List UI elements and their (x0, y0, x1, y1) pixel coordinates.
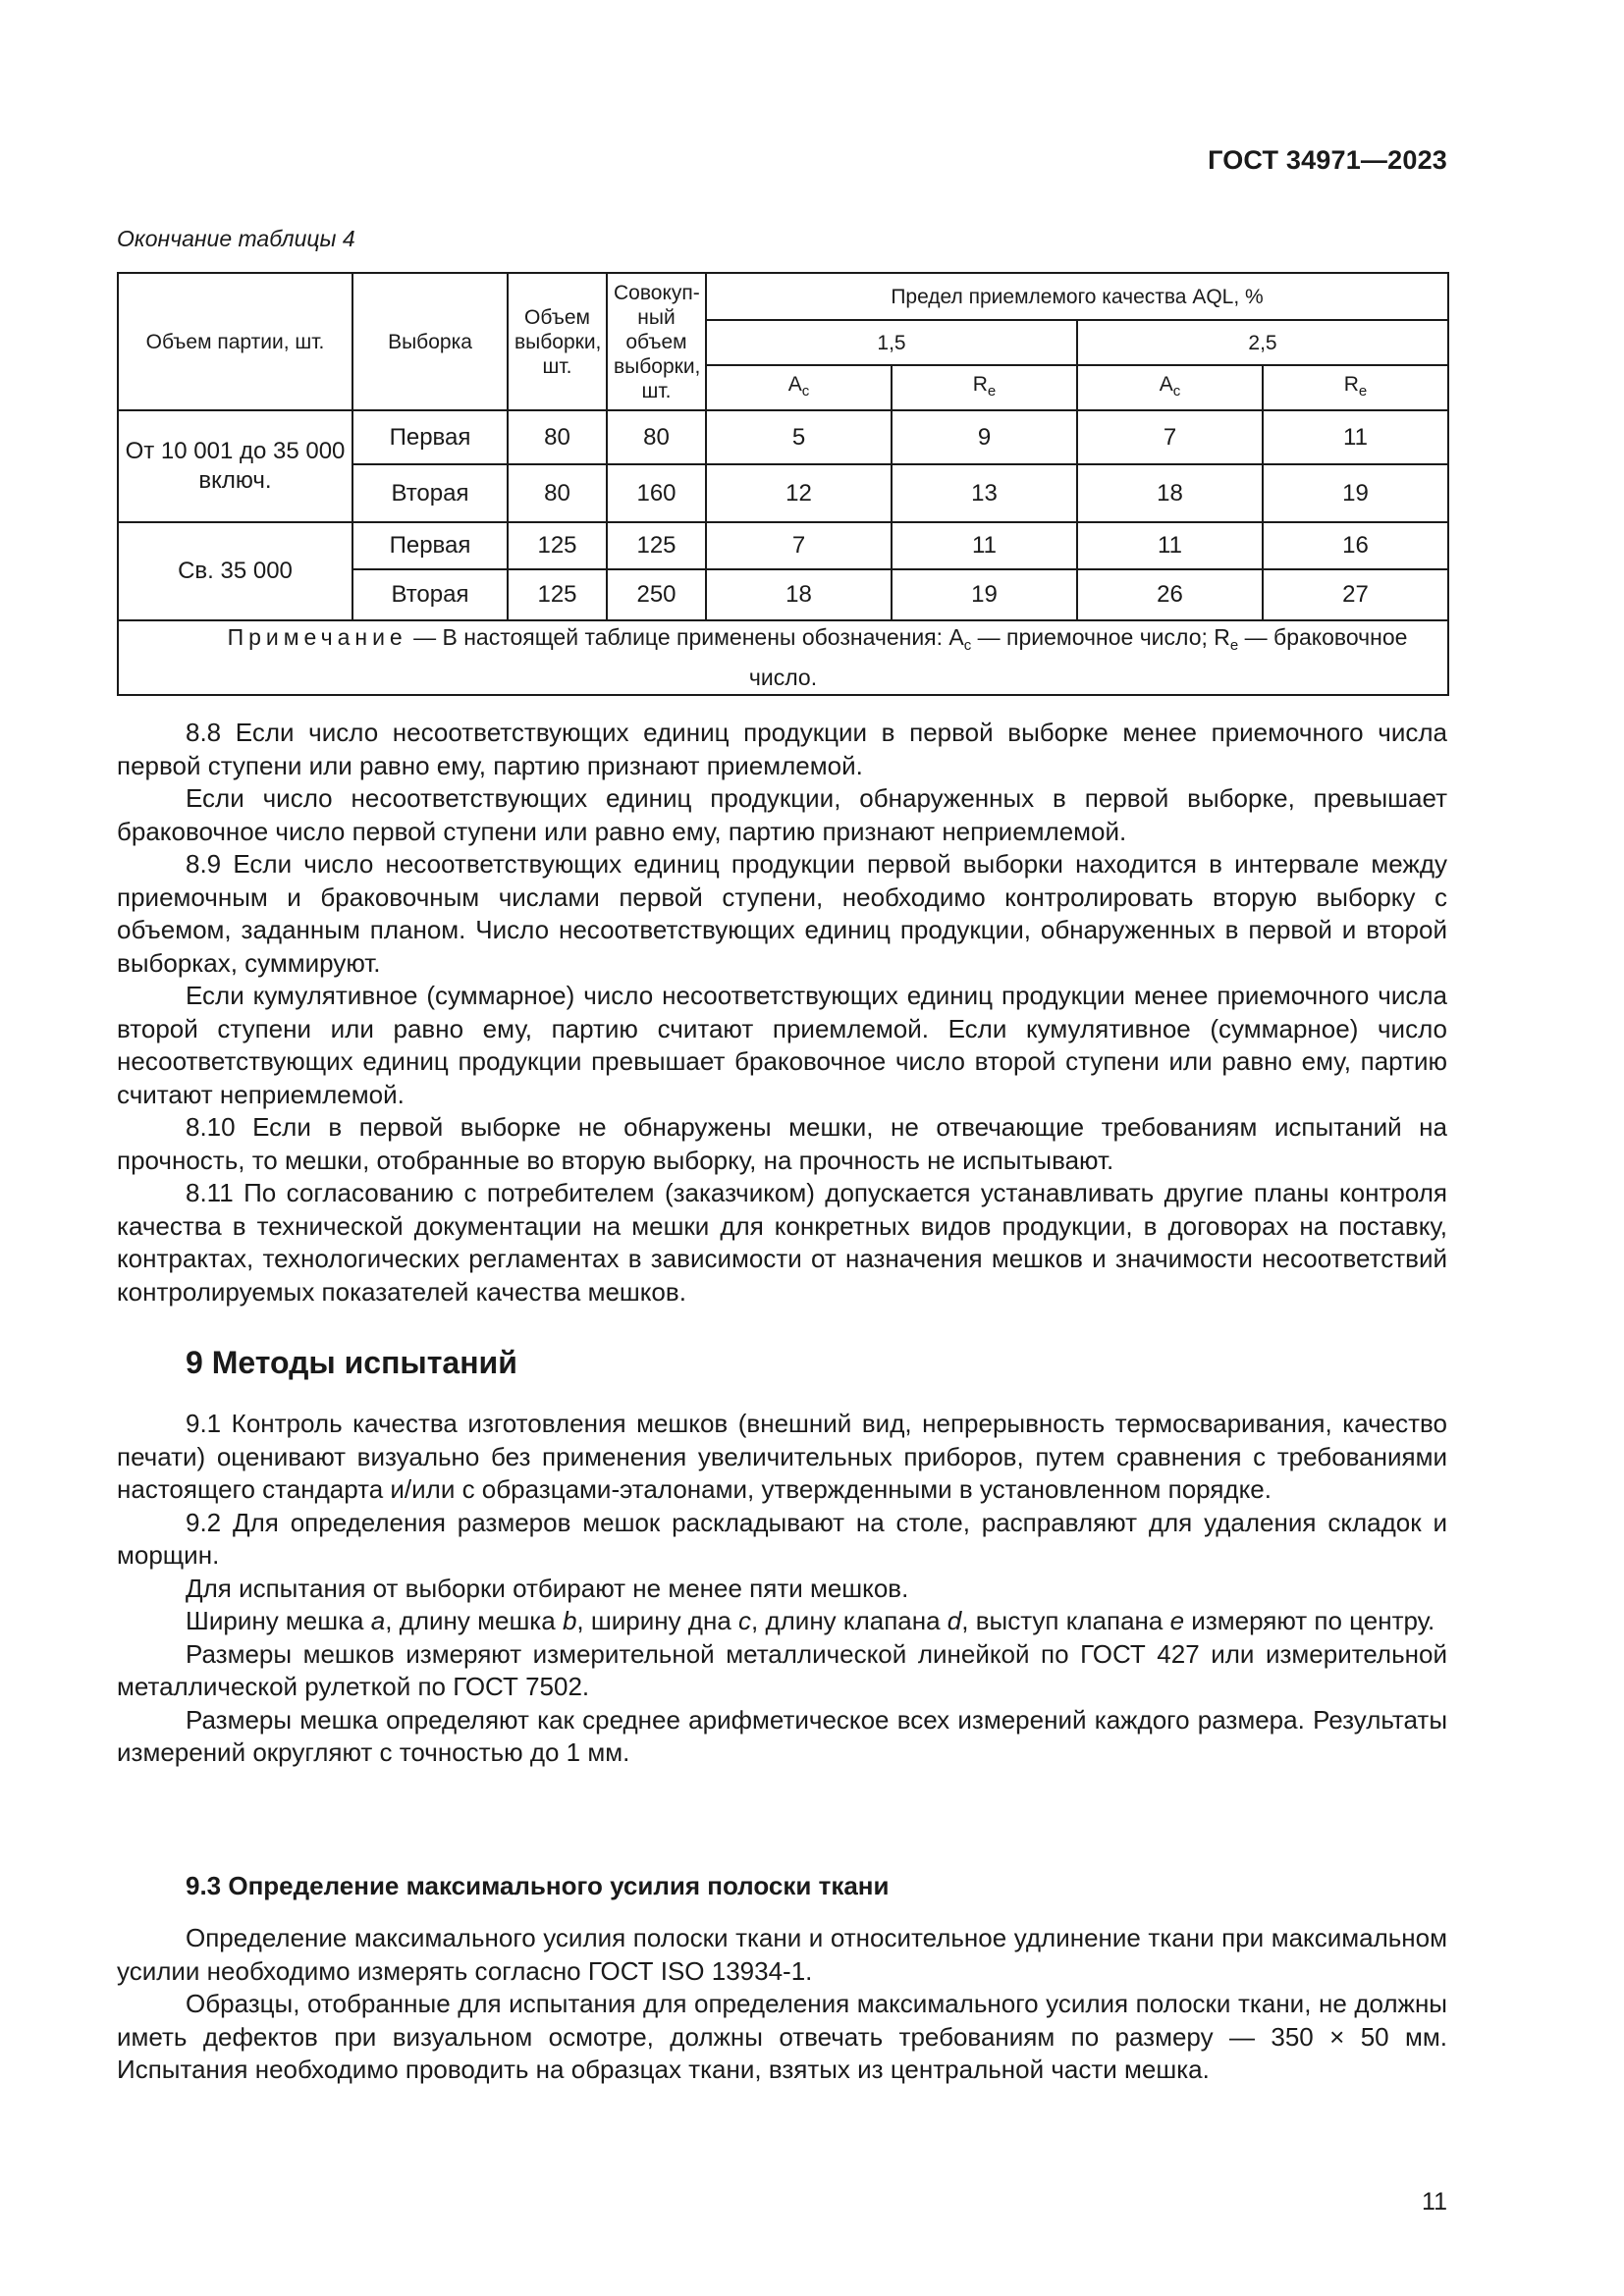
cell-re1: 19 (892, 569, 1077, 620)
paragraph: 9.1 Контроль качества изготовления мешков (внешний вид, непрерывность термосваривания, качество печати) оценивают визуально без применения увеличительных приборов, путем сравнения с требованиями настоящего стандарта и/или с образцами-эталонами, утвержденными в установленном порядке. (117, 1409, 1447, 1504)
cell-size: 80 (508, 410, 607, 464)
cell-cumulative: 160 (607, 464, 706, 522)
paragraph: Образцы, отобранные для испытания для определения максимального усилия полоски ткани, не должны иметь дефектов при визуальном осмотре, должны отвечать требованиям по размеру — 350 × 50 мм. Испытания необходимо проводить на образцах ткани, взятых из центральной части мешка. (117, 1989, 1447, 2084)
cell-sample: Первая (352, 410, 508, 464)
paragraph: Если число несоответствующих единиц продукции, обнаруженных в первой выборке, превышает браковочное число первой ступени или равно ему, партию признают неприемлемой. (117, 783, 1447, 846)
cell-ac2: 26 (1077, 569, 1263, 620)
cell-cumulative: 125 (607, 522, 706, 569)
col-header-ac: $A_c$ (1077, 365, 1263, 410)
col-header-re: $R_e$ (1263, 365, 1448, 410)
paragraph: Ширину мешка a, длину мешка b, ширину дна c, длину клапана d, выступ клапана e измеряют по центру. (186, 1606, 1435, 1635)
col-header-re: $R_e$ (892, 365, 1077, 410)
cell-ac1: 12 (706, 464, 892, 522)
cell-re2: 11 (1263, 410, 1448, 464)
section-heading: 9 Методы испытаний (186, 1345, 517, 1380)
cell-sample: Первая (352, 522, 508, 569)
col-header-cumulative: Совокуп-ный объем выборки, шт. (607, 273, 706, 410)
cell-ac1: 18 (706, 569, 892, 620)
cell-ac1: 5 (706, 410, 892, 464)
col-header-aql: Предел приемлемого качества AQL, % (706, 273, 1448, 320)
paragraph: 9.2 Для определения размеров мешок раскладывают на столе, расправляют для удаления складок и морщин. (117, 1507, 1447, 1570)
party-cell: От 10 001 до 35 000 включ. (118, 410, 352, 522)
col-header-sample-size: Объем выборки, шт. (508, 273, 607, 410)
cell-ac1: 7 (706, 522, 892, 569)
table-note-row (118, 620, 1448, 695)
cell-size: 125 (508, 569, 607, 620)
cell-re1: 9 (892, 410, 1077, 464)
paragraph: Определение максимального усилия полоски ткани и относительное удлинение ткани при максимальном усилии необходимо измерять согласно ГОСТ ISO 13934-1. (117, 1923, 1447, 1986)
cell-cumulative: 250 (607, 569, 706, 620)
col-header-aql-1-5: 1,5 (706, 320, 1077, 365)
table-note: Примечание — В настоящей таблице применены обозначения: $A_c$ — приемочное число; $R_e$ — браковочное число. (118, 620, 1448, 695)
table-row (118, 522, 1448, 569)
table-4 (117, 272, 1449, 696)
col-header-aql-2-5: 2,5 (1077, 320, 1448, 365)
cell-re1: 11 (892, 522, 1077, 569)
cell-re1: 13 (892, 464, 1077, 522)
paragraph: Размеры мешка определяют как среднее арифметическое всех измерений каждого размера. Результаты измерений округляют с точностью до 1 мм. (117, 1704, 1447, 1767)
section-8-text (117, 717, 1447, 1308)
subsection-heading: 9.3 Определение максимального усилия полоски ткани (186, 1871, 890, 1900)
cell-ac2: 7 (1077, 410, 1263, 464)
cell-cumulative: 80 (607, 410, 706, 464)
table-row (118, 410, 1448, 464)
col-header-ac: $A_c$ (706, 365, 892, 410)
section-9-text (117, 1408, 1447, 1770)
paragraph: 8.8 Если число несоответствующих единиц продукции в первой выборке менее приемочного числа первой ступени или равно ему, партию признают приемлемой. (117, 718, 1447, 780)
page-number: 11 (1422, 2188, 1447, 2216)
cell-sample: Вторая (352, 569, 508, 620)
cell-re2: 19 (1263, 464, 1448, 522)
cell-size: 80 (508, 464, 607, 522)
paragraph: 8.10 Если в первой выборке не обнаружены мешки, не отвечающие требованиям испытаний на прочность, то мешки, отобранные во вторую выборку, на прочность не испытывают. (117, 1112, 1447, 1175)
paragraph: Размеры мешков измеряют измерительной металлической линейкой по ГОСТ 427 или измерительной металлической рулеткой по ГОСТ 7502. (117, 1638, 1447, 1701)
cell-ac2: 18 (1077, 464, 1263, 522)
cell-re2: 27 (1263, 569, 1448, 620)
document-header: ГОСТ 34971—2023 (1208, 145, 1447, 175)
section-9-3-text (117, 1922, 1447, 2087)
table-caption: Окончание таблицы 4 (117, 226, 355, 251)
paragraph: Если кумулятивное (суммарное) число несоответствующих единиц продукции менее приемочного числа второй ступени или равно ему, партию считают приемлемой. Если кумулятивное (суммарное) число несоответствующих единиц продукции превышает браковочное число второй ступени или равно ему, партию считают неприемлемой. (117, 981, 1447, 1109)
cell-re2: 16 (1263, 522, 1448, 569)
party-cell: Св. 35 000 (118, 522, 352, 620)
col-header-sample: Выборка (352, 273, 508, 410)
cell-ac2: 11 (1077, 522, 1263, 569)
paragraph: 8.9 Если число несоответствующих единиц продукции первой выборки находится в интервале между приемочным и браковочным числами первой ступени, необходимо контролировать вторую выборку с объемом, заданным планом. Число несоответствующих единиц продукции, обнаруженных в первой и второй выборках, суммируют. (117, 849, 1447, 978)
cell-sample: Вторая (352, 464, 508, 522)
cell-size: 125 (508, 522, 607, 569)
paragraph: Для испытания от выборки отбирают не менее пяти мешков. (186, 1573, 909, 1603)
paragraph: 8.11 По согласованию с потребителем (заказчиком) допускается устанавливать другие планы контроля качества в технической документации на мешки для конкретных видов продукции, в договорах на поставку, контрактах, технологических регламентах в зависимости от назначения мешков и значимости несоответствий контролируемых показателей качества мешков. (117, 1178, 1447, 1307)
col-header-party: Объем партии, шт. (118, 273, 352, 410)
